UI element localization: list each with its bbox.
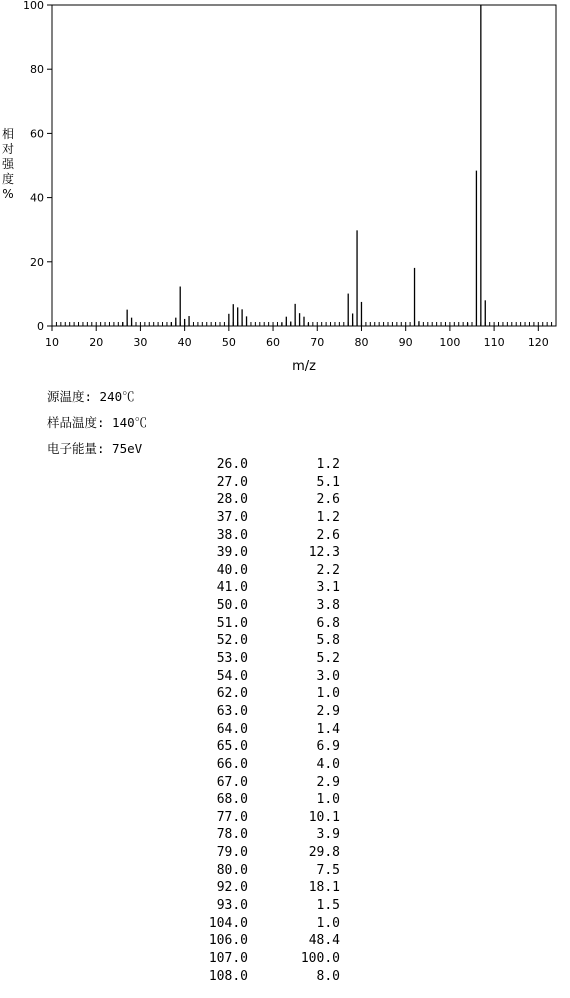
x-tick-label: 90 bbox=[398, 336, 413, 349]
peak-mz: 63.0 bbox=[216, 703, 248, 719]
peak-mz: 93.0 bbox=[216, 898, 248, 914]
peak-mz: 38.0 bbox=[216, 527, 248, 543]
peak-row bbox=[196, 879, 340, 897]
peak-mz: 92.0 bbox=[216, 880, 248, 896]
peak-row bbox=[196, 632, 340, 650]
peak-row bbox=[196, 756, 340, 774]
peak-row bbox=[196, 703, 340, 721]
peak-intensity: 2.9 bbox=[316, 774, 340, 790]
peak-intensity: 2.6 bbox=[316, 527, 340, 543]
peak-row bbox=[196, 685, 340, 703]
y-label-char: % bbox=[2, 187, 14, 201]
peak-mz: 77.0 bbox=[216, 809, 248, 825]
peak-mz: 66.0 bbox=[216, 756, 248, 772]
peak-row bbox=[196, 579, 340, 597]
x-tick-label: 10 bbox=[45, 336, 59, 349]
y-axis-ticks bbox=[23, 0, 52, 333]
peak-intensity: 3.1 bbox=[316, 580, 340, 596]
y-tick-label: 0 bbox=[37, 320, 44, 333]
peak-row bbox=[196, 562, 340, 580]
peak-intensity: 1.0 bbox=[316, 686, 340, 702]
peak-intensity: 5.2 bbox=[316, 651, 340, 667]
x-axis-ticks bbox=[45, 326, 549, 349]
x-tick-label: 30 bbox=[133, 336, 148, 349]
peak-mz: 52.0 bbox=[216, 633, 248, 649]
peak-intensity: 3.0 bbox=[316, 668, 340, 684]
peak-mz: 104.0 bbox=[208, 915, 248, 931]
y-tick-label: 80 bbox=[30, 63, 44, 77]
peak-row bbox=[196, 597, 340, 615]
x-axis-label: m/z bbox=[292, 359, 316, 374]
peak-row bbox=[196, 968, 340, 986]
peak-intensity: 5.8 bbox=[316, 633, 340, 649]
peak-intensity: 2.2 bbox=[316, 562, 340, 578]
x-tick-label: 40 bbox=[177, 336, 192, 349]
source-temperature: 源温度: 240℃ bbox=[47, 389, 135, 404]
y-label-char: 度 bbox=[1, 172, 15, 186]
x-tick-label: 50 bbox=[221, 336, 236, 349]
peak-row bbox=[196, 544, 340, 562]
y-tick-label: 100 bbox=[23, 0, 44, 12]
peak-intensity: 1.2 bbox=[316, 457, 340, 472]
peak-mz: 68.0 bbox=[216, 792, 248, 808]
conditions-block bbox=[47, 386, 147, 464]
peak-intensity: 48.4 bbox=[308, 933, 340, 949]
peak-row bbox=[196, 615, 340, 633]
y-label-char: 强 bbox=[1, 157, 15, 171]
peak-row bbox=[196, 844, 340, 862]
peak-intensity: 2.6 bbox=[316, 492, 340, 508]
peak-intensity: 12.3 bbox=[308, 545, 340, 561]
peak-intensity: 1.0 bbox=[316, 915, 340, 931]
y-label-char: 相 bbox=[1, 127, 15, 141]
peak-intensity: 100.0 bbox=[300, 950, 340, 966]
peak-mz: 40.0 bbox=[216, 562, 248, 578]
peak-intensity: 29.8 bbox=[308, 845, 340, 861]
peak-row bbox=[196, 456, 340, 474]
peak-row bbox=[196, 915, 340, 933]
sample-temperature: 样品温度: 140℃ bbox=[47, 415, 148, 430]
y-tick-label: 40 bbox=[30, 191, 44, 205]
peak-intensity: 6.8 bbox=[316, 615, 340, 631]
peak-row bbox=[196, 950, 340, 968]
peak-mz: 27.0 bbox=[216, 474, 248, 490]
peak-mz: 67.0 bbox=[216, 774, 248, 790]
x-tick-label: 80 bbox=[354, 336, 369, 349]
peak-intensity: 4.0 bbox=[316, 756, 340, 772]
peak-intensity: 1.0 bbox=[316, 792, 340, 808]
x-minor-ticks bbox=[52, 322, 556, 326]
peak-row bbox=[196, 650, 340, 668]
peak-row bbox=[196, 668, 340, 686]
x-tick-label: 70 bbox=[310, 336, 325, 349]
peak-row bbox=[196, 491, 340, 509]
peak-mz: 37.0 bbox=[216, 509, 248, 525]
peak-intensity: 7.5 bbox=[316, 862, 340, 878]
peak-intensity: 8.0 bbox=[316, 968, 340, 984]
peak-mz: 107.0 bbox=[208, 950, 248, 966]
x-tick-label: 60 bbox=[266, 336, 281, 349]
peak-row bbox=[196, 932, 340, 950]
peak-mz: 108.0 bbox=[208, 968, 248, 984]
mass-spectrum-chart bbox=[0, 0, 570, 380]
x-tick-label: 120 bbox=[527, 336, 549, 349]
peak-row bbox=[196, 509, 340, 527]
y-tick-label: 60 bbox=[30, 127, 44, 141]
peak-mz: 106.0 bbox=[208, 933, 248, 949]
peak-mz: 65.0 bbox=[216, 739, 248, 755]
peak-mz: 62.0 bbox=[216, 686, 248, 702]
peak-mz: 78.0 bbox=[216, 827, 248, 843]
peak-row bbox=[196, 774, 340, 792]
peak-row bbox=[196, 721, 340, 739]
peak-mz: 51.0 bbox=[216, 615, 248, 631]
peak-mz: 54.0 bbox=[216, 668, 248, 684]
peak-row bbox=[196, 474, 340, 492]
peak-mz: 28.0 bbox=[216, 492, 248, 508]
peak-mz: 64.0 bbox=[216, 721, 248, 737]
peak-table bbox=[196, 456, 340, 985]
peak-mz: 80.0 bbox=[216, 862, 248, 878]
peak-row bbox=[196, 809, 340, 827]
electron-energy: 电子能量: 75eV bbox=[47, 441, 143, 456]
y-axis-label bbox=[2, 126, 15, 201]
peak-mz: 41.0 bbox=[216, 580, 248, 596]
peak-intensity: 1.2 bbox=[316, 509, 340, 525]
y-tick-label: 20 bbox=[30, 255, 44, 269]
peak-row bbox=[196, 862, 340, 880]
x-tick-label: 20 bbox=[89, 336, 104, 349]
peak-intensity: 6.9 bbox=[316, 739, 340, 755]
peak-bars bbox=[123, 5, 486, 326]
peak-intensity: 1.4 bbox=[316, 721, 340, 737]
peak-row bbox=[196, 897, 340, 915]
peak-intensity: 18.1 bbox=[308, 880, 340, 896]
peak-mz: 39.0 bbox=[216, 545, 248, 561]
x-tick-label: 100 bbox=[439, 336, 461, 349]
peak-row bbox=[196, 826, 340, 844]
peak-row bbox=[196, 738, 340, 756]
peak-intensity: 2.9 bbox=[316, 703, 340, 719]
peak-intensity: 1.5 bbox=[316, 898, 340, 914]
peak-intensity: 10.1 bbox=[308, 809, 340, 825]
peak-mz: 79.0 bbox=[216, 845, 248, 861]
peak-intensity: 3.8 bbox=[316, 598, 340, 614]
peak-row bbox=[196, 527, 340, 545]
peak-mz: 26.0 bbox=[216, 457, 248, 472]
y-label-char: 对 bbox=[1, 142, 15, 156]
peak-row bbox=[196, 791, 340, 809]
x-tick-label: 110 bbox=[483, 336, 505, 349]
peak-intensity: 5.1 bbox=[316, 474, 340, 490]
peak-mz: 50.0 bbox=[216, 598, 248, 614]
peak-mz: 53.0 bbox=[216, 651, 248, 667]
peak-intensity: 3.9 bbox=[316, 827, 340, 843]
